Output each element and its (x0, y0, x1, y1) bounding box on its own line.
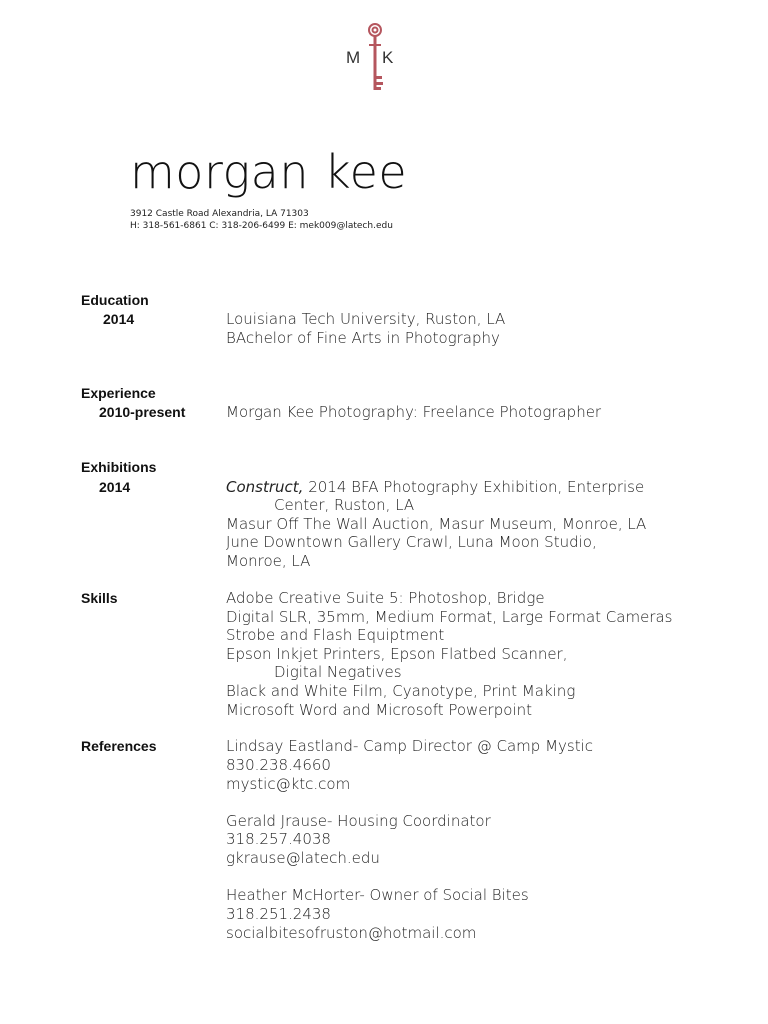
references-heading: References (81, 738, 157, 754)
reference-line: mystic@ktc.com (226, 775, 351, 793)
experience-heading: Experience (81, 385, 156, 401)
skill-line: Adobe Creative Suite 5: Photoshop, Bridge (226, 589, 545, 607)
skill-line: Microsoft Word and Microsoft Powerpoint (226, 701, 532, 719)
experience-year: 2010-present (99, 404, 186, 420)
reference-line: Lindsay Eastland- Camp Director @ Camp Mystic (226, 737, 593, 755)
reference-line: Gerald Jrause- Housing Coordinator (226, 812, 491, 830)
skill-line: Epson Inkjet Printers, Epson Flatbed Scanner, (226, 645, 568, 663)
reference-line: Heather McHorter- Owner of Social Bites (226, 886, 529, 904)
exhibitions-heading: Exhibitions (81, 459, 157, 475)
education-year: 2014 (103, 311, 135, 327)
skills-heading: Skills (81, 590, 118, 606)
logo-letter-k: K (382, 48, 394, 67)
monogram-logo (340, 22, 410, 94)
education-heading: Education (81, 292, 149, 308)
exhibition-detail: 2014 BFA Photography Exhibition, Enterprise (303, 478, 645, 496)
reference-line: socialbitesofruston@hotmail.com (226, 924, 477, 942)
logo-letter-m: M (346, 48, 361, 67)
contact-block (130, 208, 393, 232)
contact-line: H: 318-561-6861 C: 318-206-6499 E: mek009@latech.edu (130, 221, 393, 231)
exhibitions-year: 2014 (99, 479, 131, 495)
education-line: BAchelor of Fine Arts in Photography (226, 329, 500, 347)
skill-line: Black and White Film, Cyanotype, Print Making (226, 682, 576, 700)
reference-line: 830.238.4660 (226, 756, 331, 774)
exhibition-line (226, 478, 644, 496)
exhibition-line: June Downtown Gallery Crawl, Luna Moon Studio, (226, 533, 597, 551)
exhibition-line: Center, Ruston, LA (274, 496, 415, 514)
exhibition-line: Masur Off The Wall Auction, Masur Museum, Monroe, LA (226, 515, 647, 533)
skill-line: Digital SLR, 35mm, Medium Format, Large Format Cameras (226, 608, 673, 626)
skill-line: Digital Negatives (274, 663, 402, 681)
exhibition-line: Monroe, LA (226, 552, 311, 570)
experience-line: Morgan Kee Photography: Freelance Photographer (226, 403, 602, 421)
reference-line: gkrause@latech.edu (226, 849, 380, 867)
reference-line: 318.257.4038 (226, 830, 331, 848)
address-line: 3912 Castle Road Alexandria, LA 71303 (130, 209, 309, 219)
exhibition-title: Construct, (226, 478, 304, 496)
skill-line: Strobe and Flash Equiptment (226, 626, 445, 644)
resume-name: morgan kee (130, 145, 408, 199)
reference-line: 318.251.2438 (226, 905, 331, 923)
education-line: Louisiana Tech University, Ruston, LA (226, 310, 506, 328)
